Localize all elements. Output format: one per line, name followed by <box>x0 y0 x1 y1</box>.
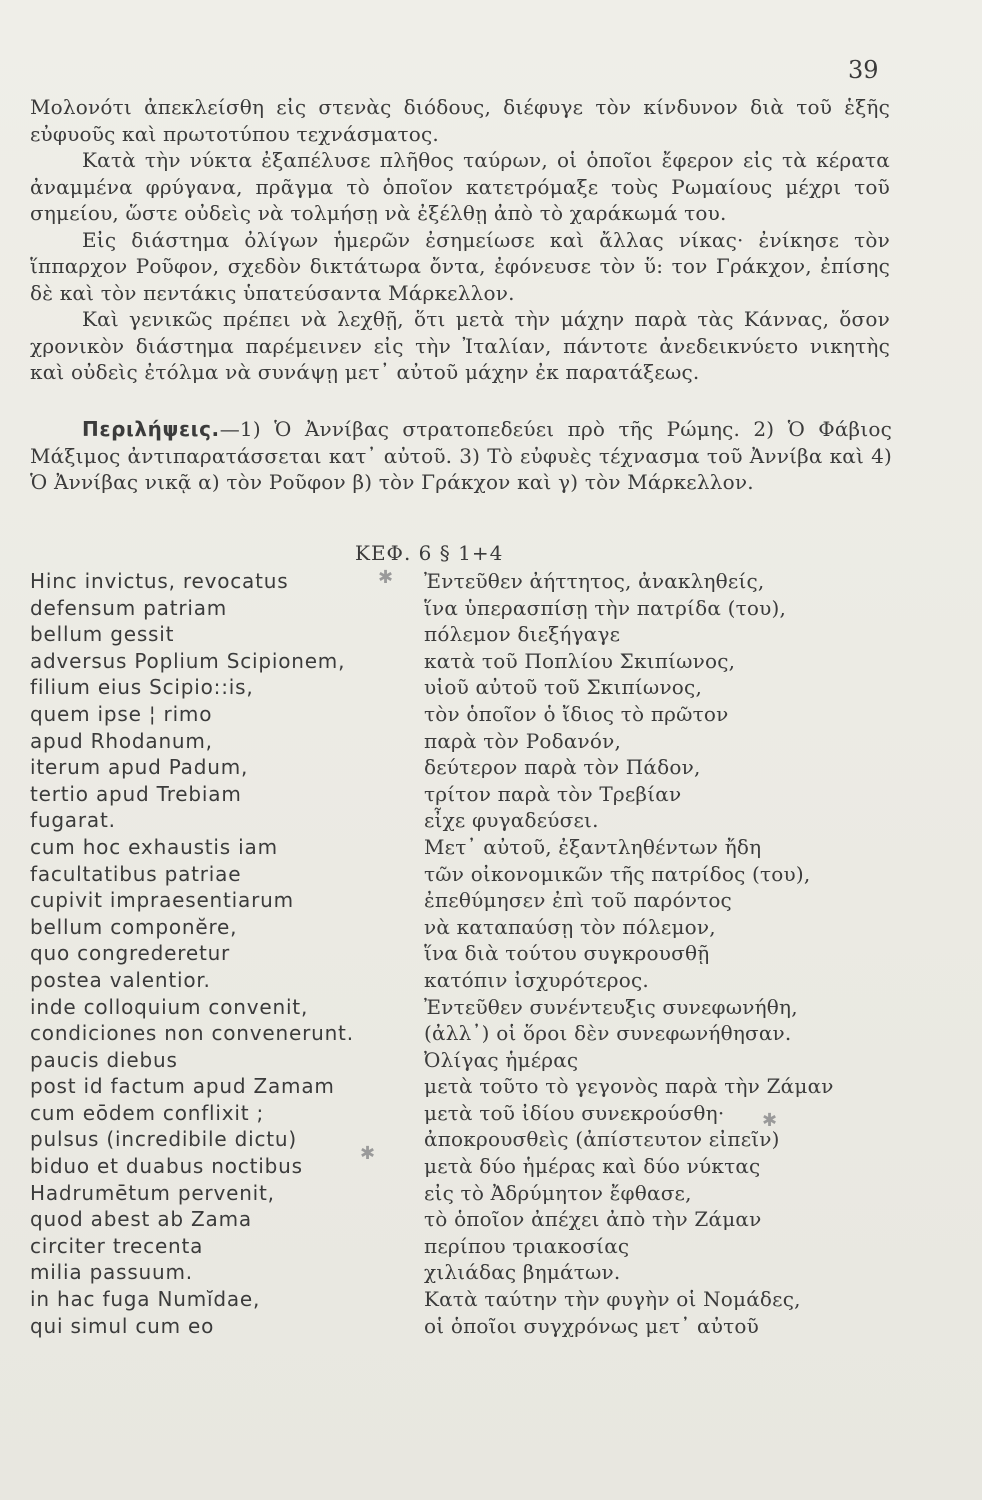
latin-line: qui simul cum eo <box>30 1313 215 1338</box>
greek-line: οἱ ὁποῖοι συγχρόνως μετ᾽ αὐτοῦ <box>424 1313 759 1338</box>
pencil-mark-icon: ✱ <box>378 567 394 588</box>
greek-line: περίπου τριακοσίας <box>424 1233 630 1258</box>
latin-line: biduo et duabus noctibus <box>30 1154 303 1179</box>
prose-paragraph: Εἰς διάστημα ὀλίγων ἡμερῶν ἐσημείωσε καὶ ἄλλας νίκας· ἐνίκησε τὸν ἵππαρχον Ροῦφον, σχεδὸν δικτάτωρα ὄντα, ἐφόνευσε τὸν ὕ: τον Γράκχον, ἐπίσης δὲ καὶ τὸν πεντάκις ὑπατεύσαντα Μάρκελλον. <box>30 227 890 305</box>
latin-line: circiter trecenta <box>30 1233 204 1258</box>
latin-line: in hac fuga Numĭdae, <box>30 1287 261 1312</box>
latin-line: bellum componĕre, <box>30 914 238 939</box>
greek-line: Ὀλίγας ἡμέρας <box>424 1047 579 1072</box>
greek-line: εἶχε φυγαδεύσει. <box>424 808 599 833</box>
greek-line: κατόπιν ἰσχυρότερος. <box>424 967 649 992</box>
page-number: 39 <box>848 56 879 84</box>
latin-line: postea valentior. <box>30 967 211 992</box>
greek-line: δεύτερον παρὰ τὸν Πάδον, <box>424 755 701 780</box>
prose-paragraph: Κατὰ τὴν νύκτα ἐξαπέλυσε πλῆθος ταύρων, οἱ ὁποῖοι ἔφερον εἰς τὰ κέρατα ἀναμμένα φρύγανα, πρᾶγμα τὸ ὁποῖον κατετρόμαξε τοὺς Ρωμαίους μέχρι τοῦ σημείου, ὥστε οὐδεὶς νὰ τολμήσῃ νὰ ἐξέλθῃ ἀπὸ τὸ χαράκωμά του. <box>30 148 890 225</box>
summary-label: Περιλήψεις. <box>82 417 220 441</box>
latin-line: condiciones non convenerunt. <box>30 1021 354 1046</box>
latin-line: quod abest ab Zama <box>30 1207 252 1232</box>
greek-line: Μετ᾽ αὐτοῦ, ἐξαντληθέντων ἤδη <box>424 834 762 859</box>
latin-line: filium eius Scipio::is, <box>30 675 254 700</box>
latin-line: inde colloquium convenit, <box>30 994 309 1019</box>
greek-line: (ἀλλ᾽) οἱ ὅροι δὲν συνεφωνήθησαν. <box>424 1021 792 1046</box>
latin-line: fugarat. <box>30 808 116 833</box>
pencil-mark-icon: ✱ <box>762 1110 778 1131</box>
latin-text-column <box>30 568 400 1339</box>
latin-line: iterum apud Padum, <box>30 755 249 780</box>
latin-line: facultatibus patriae <box>30 861 242 886</box>
prose-paragraph: Καὶ γενικῶς πρέπει νὰ λεχθῇ, ὅτι μετὰ τὴν μάχην παρὰ τὰς Κάννας, ὅσον χρονικὸν διάστημα παρέμεινεν εἰς τὴν Ἰταλίαν, πάντοτε ἀνεδεικνύετο νικητὴς καὶ οὐδεὶς ἐτόλμα νὰ συνάψῃ μετ᾽ αὐτοῦ μάχην ἐκ παρατάξεως. <box>30 307 890 384</box>
latin-line: adversus Poplium Scipionem, <box>30 648 346 673</box>
latin-line: apud Rhodanum, <box>30 728 213 753</box>
latin-line: quo congrederetur <box>30 941 231 966</box>
latin-line: Hadrumētum pervenit, <box>30 1180 275 1205</box>
latin-line: post id factum apud Zamam <box>30 1074 335 1099</box>
greek-line: Ἐντεῦθεν ἀήττητος, ἀνακληθείς, <box>424 569 765 593</box>
greek-line: ἵνα ὑπερασπίσῃ τὴν πατρίδα (του), <box>424 595 787 620</box>
greek-line: πόλεμον διεξήγαγε <box>424 622 621 647</box>
chapter-heading: ΚΕΦ. 6 § 1+4 <box>355 541 504 565</box>
greek-line: νὰ καταπαύσῃ τὸν πόλεμον, <box>424 914 716 939</box>
greek-line: μετὰ τοῦτο τὸ γεγονὸς παρὰ τὴν Ζάμαν <box>424 1074 834 1099</box>
greek-line: ἵνα διὰ τούτου συγκρουσθῇ <box>424 941 710 966</box>
latin-line: cupivit impraesentiarum <box>30 888 294 913</box>
latin-line: pulsus (incredibile dictu) <box>30 1127 298 1152</box>
greek-line: τρίτον παρὰ τὸν Τρεβίαν <box>424 781 682 806</box>
latin-line: defensum patriam <box>30 595 228 620</box>
latin-line: paucis diebus <box>30 1047 178 1072</box>
greek-translation-column <box>424 568 904 1339</box>
greek-line: κατὰ τοῦ Ποπλίου Σκιπίωνος, <box>424 648 736 673</box>
greek-line: χιλιάδας βημάτων. <box>424 1260 621 1285</box>
latin-line: tertio apud Trebiam <box>30 781 242 806</box>
greek-line: Κατὰ ταύτην τὴν φυγὴν οἱ Νομάδες, <box>424 1287 801 1312</box>
latin-line: quem ipse ¦ rimo <box>30 701 213 726</box>
greek-line: τὸ ὁποῖον ἀπέχει ἀπὸ τὴν Ζάμαν <box>424 1207 762 1232</box>
greek-line: Ἐντεῦθεν συνέντευξις συνεφωνήθη, <box>424 994 798 1019</box>
greek-line: τὸν ὁποῖον ὁ ἴδιος τὸ πρῶτον <box>424 701 729 726</box>
greek-line: υἱοῦ αὐτοῦ τοῦ Σκιπίωνος, <box>424 675 702 700</box>
prose-paragraph: Μολονότι ἀπεκλείσθη εἰς στενὰς διόδους, διέφυγε τὸν κίνδυνον διὰ τοῦ ἑξῆς εὐφυοῦς καὶ πρωτοτύπου τεχνάσματος. <box>30 95 890 146</box>
greek-line: μετὰ τοῦ ἰδίου συνεκρούσθη· <box>424 1100 725 1125</box>
latin-line: milia passuum. <box>30 1260 193 1285</box>
greek-line: εἰς τὸ Ἀδρύμητον ἔφθασε, <box>424 1180 692 1205</box>
greek-line: ἐπεθύμησεν ἐπὶ τοῦ παρόντος <box>424 888 732 913</box>
greek-line: μετὰ δύο ἡμέρας καὶ δύο νύκτας <box>424 1154 761 1179</box>
greek-line: τῶν οἰκονομικῶν τῆς πατρίδος (του), <box>424 861 811 886</box>
latin-line: bellum gessit <box>30 622 175 647</box>
summary-text: —1) Ὁ Ἀννίβας στρατοπεδεύει πρὸ τῆς Ρώμης. 2) Ὁ Φάβιος Μάξιμος ἀντιπαρατάσσεται κατ᾽ αὐτοῦ. 3) Τὸ εὐφυὲς τέχνασμα τοῦ Ἀννίβα καὶ 4) Ὁ Ἀννίβας νικᾷ α) τὸν Ροῦφον β) τὸν Γράκχον καὶ γ) τὸν Μάρκελλον. <box>30 417 892 494</box>
summary-paragraph <box>30 416 892 496</box>
latin-line: cum hoc exhaustis iam <box>30 834 278 859</box>
greek-line: ἀποκρουσθεὶς (ἀπίστευτον εἰπεῖν) <box>424 1127 780 1152</box>
latin-line: Hinc invictus, revocatus <box>30 569 289 593</box>
pencil-mark-icon: ✱ <box>360 1143 376 1164</box>
greek-line: παρὰ τὸν Ροδανόν, <box>424 728 622 753</box>
latin-line: cum eōdem conflixit ; <box>30 1100 265 1125</box>
greek-prose <box>30 94 890 386</box>
